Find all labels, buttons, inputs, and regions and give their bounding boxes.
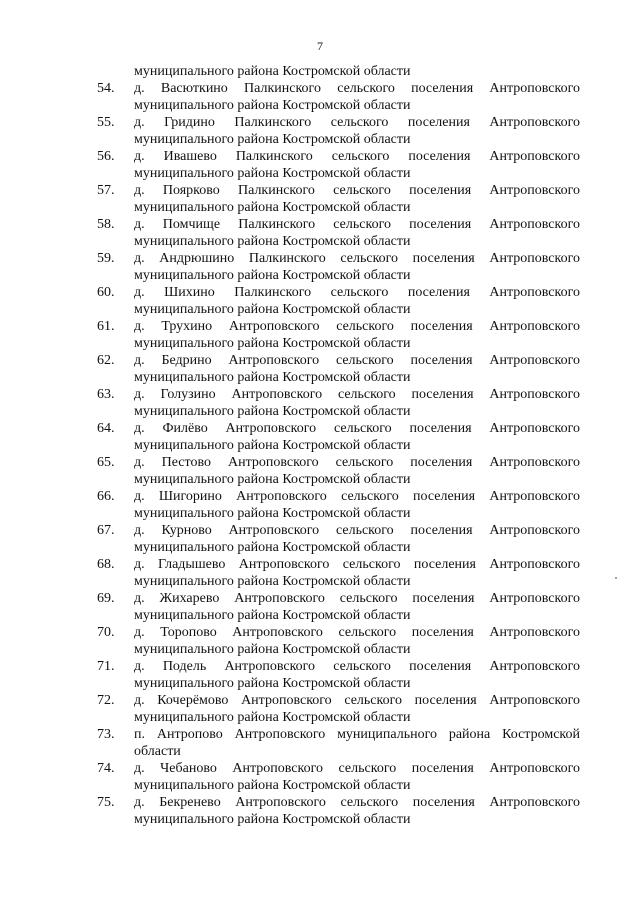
list-item-continuation [0,369,640,386]
item-text-line-2: муниципального района Костромской области [134,404,411,419]
list-item-continuation [0,573,640,590]
item-text-line-1: д. Филёво Антроповского сельского поселения Антроповского [134,421,580,436]
item-text-line-1: д. Кочерёмово Антроповского сельского поселения Антроповского [134,693,580,708]
list-item [0,80,640,97]
list-item [0,148,640,165]
item-text-line-2: муниципального района Костромской области [134,166,411,181]
scan-speck [615,577,617,579]
list-item-continuation [0,675,640,692]
list-item [0,794,640,811]
list-item [0,250,640,267]
item-text-line-2: муниципального района Костромской области [134,132,411,147]
list-item [0,284,640,301]
item-number: 69. [97,591,115,606]
item-text-line-2: муниципального района Костромской области [134,642,411,657]
list-items [0,80,640,828]
list-item [0,454,640,471]
item-text-line-1: д. Бедрино Антроповского сельского поселения Антроповского [134,353,580,368]
list-item [0,624,640,641]
list-item-continuation [0,199,640,216]
item-number: 66. [97,489,115,504]
item-text-line-1: д. Васюткино Палкинского сельского поселения Антроповского [134,81,580,96]
item-text-line-2: муниципального района Костромской области [134,370,411,385]
item-text-line-1: д. Жихарево Антроповского сельского поселения Антроповского [134,591,580,606]
carry-over-text: муниципального района Костромской области [134,64,411,79]
item-number: 75. [97,795,115,810]
item-number: 64. [97,421,115,436]
list-item [0,352,640,369]
item-number: 68. [97,557,115,572]
item-text-line-1: д. Шихино Палкинского сельского поселения Антроповского [134,285,580,300]
item-text-line-2: муниципального района Костромской области [134,710,411,725]
list-item [0,658,640,675]
item-text-line-2: муниципального района Костромской области [134,812,411,827]
item-text-line-1: д. Ивашево Палкинского сельского поселения Антроповского [134,149,580,164]
list-item-continuation [0,777,640,794]
list-item [0,216,640,233]
item-text-line-1: д. Пестово Антроповского сельского поселения Антроповского [134,455,580,470]
carry-over-line [0,63,640,80]
list-item [0,522,640,539]
list-item [0,590,640,607]
item-number: 61. [97,319,115,334]
item-text-line-1: п. Антропово Антроповского муниципального района Костромской [134,727,580,742]
item-number: 58. [97,217,115,232]
list-item [0,318,640,335]
list-item-continuation [0,97,640,114]
list-item-continuation [0,131,640,148]
list-item-continuation [0,267,640,284]
item-text-line-2: муниципального района Костромской области [134,200,411,215]
item-text-line-2: муниципального района Костромской области [134,540,411,555]
list-item-continuation [0,539,640,556]
list-item [0,182,640,199]
settlement-list [0,63,640,828]
list-item-continuation [0,471,640,488]
list-item [0,726,640,743]
item-text-line-2: муниципального района Костромской области [134,676,411,691]
item-number: 65. [97,455,115,470]
item-text-line-2: муниципального района Костромской области [134,98,411,113]
list-item-continuation [0,505,640,522]
item-text-line-1: д. Голузино Антроповского сельского поселения Антроповского [134,387,580,402]
item-text-line-1: д. Поярково Палкинского сельского поселения Антроповского [134,183,580,198]
item-text-line-2: муниципального района Костромской области [134,472,411,487]
list-item-continuation [0,301,640,318]
item-text-line-2: муниципального района Костромской области [134,234,411,249]
item-text-line-2: муниципального района Костромской области [134,574,411,589]
item-text-line-1: д. Помчище Палкинского сельского поселения Антроповского [134,217,580,232]
item-text-line-1: д. Торопово Антроповского сельского поселения Антроповского [134,625,580,640]
item-number: 55. [97,115,115,130]
item-text-line-2: области [134,744,181,759]
item-text-line-2: муниципального района Костромской области [134,608,411,623]
list-item [0,386,640,403]
item-text-line-1: д. Андрюшино Палкинского сельского поселения Антроповского [134,251,580,266]
item-text-line-1: д. Подель Антроповского сельского поселения Антроповского [134,659,580,674]
item-text-line-2: муниципального района Костромской области [134,778,411,793]
item-number: 74. [97,761,115,776]
item-number: 73. [97,727,115,742]
list-item-continuation [0,709,640,726]
list-item-continuation [0,165,640,182]
item-number: 70. [97,625,115,640]
item-number: 56. [97,149,115,164]
item-text-line-1: д. Чебаново Антроповского сельского поселения Антроповского [134,761,580,776]
list-item [0,114,640,131]
item-text-line-2: муниципального района Костромской области [134,268,411,283]
item-text-line-1: д. Бекренево Антроповского сельского поселения Антроповского [134,795,580,810]
list-item-continuation [0,641,640,658]
list-item [0,692,640,709]
item-number: 63. [97,387,115,402]
item-number: 54. [97,81,115,96]
list-item-continuation [0,233,640,250]
item-number: 71. [97,659,115,674]
item-number: 67. [97,523,115,538]
list-item-continuation [0,403,640,420]
item-text-line-2: муниципального района Костромской области [134,438,411,453]
list-item [0,488,640,505]
item-text-line-1: д. Трухино Антроповского сельского поселения Антроповского [134,319,580,334]
item-text-line-1: д. Гладышево Антроповского сельского поселения Антроповского [134,557,580,572]
item-number: 60. [97,285,115,300]
list-item [0,760,640,777]
item-number: 62. [97,353,115,368]
list-item-continuation [0,437,640,454]
item-text-line-1: д. Гридино Палкинского сельского поселения Антроповского [134,115,580,130]
item-text-line-2: муниципального района Костромской области [134,506,411,521]
item-text-line-2: муниципального района Костромской области [134,336,411,351]
item-number: 57. [97,183,115,198]
item-number: 59. [97,251,115,266]
item-text-line-1: д. Курново Антроповского сельского поселения Антроповского [134,523,580,538]
item-text-line-1: д. Шигорино Антроповского сельского поселения Антроповского [134,489,580,504]
item-number: 72. [97,693,115,708]
item-text-line-2: муниципального района Костромской области [134,302,411,317]
list-item-continuation [0,811,640,828]
list-item [0,420,640,437]
page-number: 7 [317,39,323,53]
list-item [0,556,640,573]
list-item-continuation [0,743,640,760]
list-item-continuation [0,607,640,624]
list-item-continuation [0,335,640,352]
